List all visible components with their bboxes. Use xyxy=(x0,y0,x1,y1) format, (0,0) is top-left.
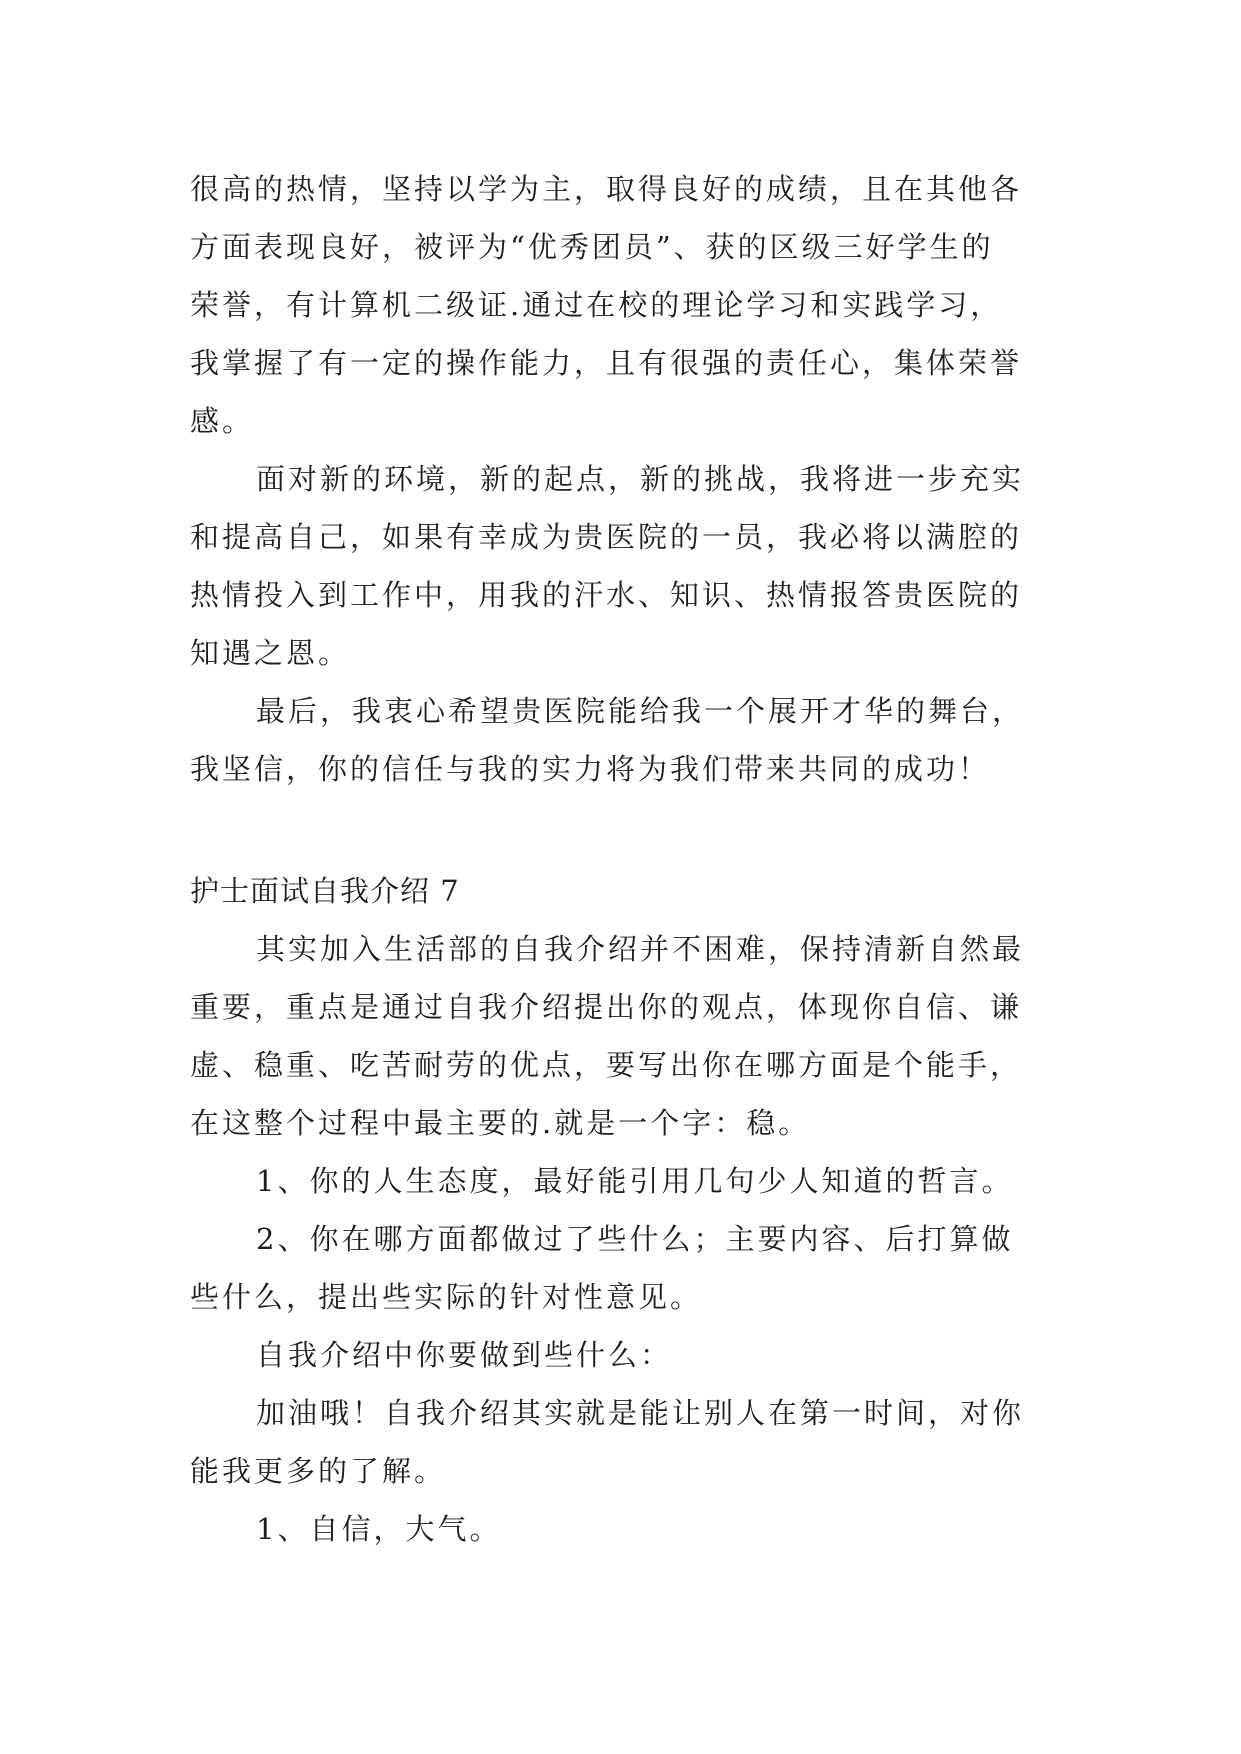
paragraph-what-to-do: 自我介绍中你要做到些什么： xyxy=(256,1338,673,1372)
text-line: 荣誉，有计算机二级证.通过在校的理论学习和实践学习， xyxy=(190,288,1003,322)
text-line: 2、你在哪方面都做过了些什么；主要内容、后打算做 xyxy=(256,1222,1014,1256)
paragraph-closing xyxy=(190,682,1050,798)
text-line: 能我更多的了解。 xyxy=(190,1454,447,1488)
paragraph-intro-tips xyxy=(190,920,1050,1152)
text-line: 重要，重点是通过自我介绍提出你的观点，体现你自信、谦 xyxy=(190,990,1023,1024)
text-line: 最后，我衷心希望贵医院能给我一个展开才华的舞台， xyxy=(256,694,1025,728)
section-spacer xyxy=(190,798,1050,862)
text-line: 知遇之恩。 xyxy=(190,636,351,670)
text-line: 我坚信，你的信任与我的实力将为我们带来共同的成功！ xyxy=(190,752,991,786)
text-line: 感。 xyxy=(190,404,255,438)
text-line: 在这整个过程中最主要的.就是一个字：稳。 xyxy=(190,1106,811,1140)
text-line: 虚、稳重、吃苦耐劳的优点，要写出你在哪方面是个能手， xyxy=(190,1048,1023,1082)
paragraph-achievements xyxy=(190,160,1050,450)
list-item xyxy=(190,1210,1050,1326)
paragraph-encouragement xyxy=(190,1384,1050,1500)
document-body xyxy=(190,160,1050,1558)
list-item: 1、你的人生态度，最好能引用几句少人知道的哲言。 xyxy=(256,1164,1014,1198)
paragraph-new-challenge xyxy=(190,450,1050,682)
text-line: 面对新的环境，新的起点，新的挑战，我将进一步充实 xyxy=(256,462,1025,496)
list-item: 1、自信，大气。 xyxy=(256,1512,502,1546)
text-line: 方面表现良好，被评为“优秀团员”、获的区级三好学生的 xyxy=(190,230,994,264)
text-line: 我掌握了有一定的操作能力，且有很强的责任心，集体荣誉 xyxy=(190,346,1023,380)
text-line: 和提高自己，如果有幸成为贵医院的一员，我必将以满腔的 xyxy=(190,520,1023,554)
text-line: 加油哦！自我介绍其实就是能让别人在第一时间，对你 xyxy=(256,1396,1025,1430)
text-line: 其实加入生活部的自我介绍并不困难，保持清新自然最 xyxy=(256,932,1025,966)
text-line: 些什么，提出些实际的针对性意见。 xyxy=(190,1280,703,1314)
text-line: 热情投入到工作中，用我的汗水、知识、热情报答贵医院的 xyxy=(190,578,1023,612)
section-heading: 护士面试自我介绍 7 xyxy=(190,874,460,908)
text-line: 很高的热情，坚持以学为主，取得良好的成绩，且在其他各 xyxy=(190,172,1023,206)
